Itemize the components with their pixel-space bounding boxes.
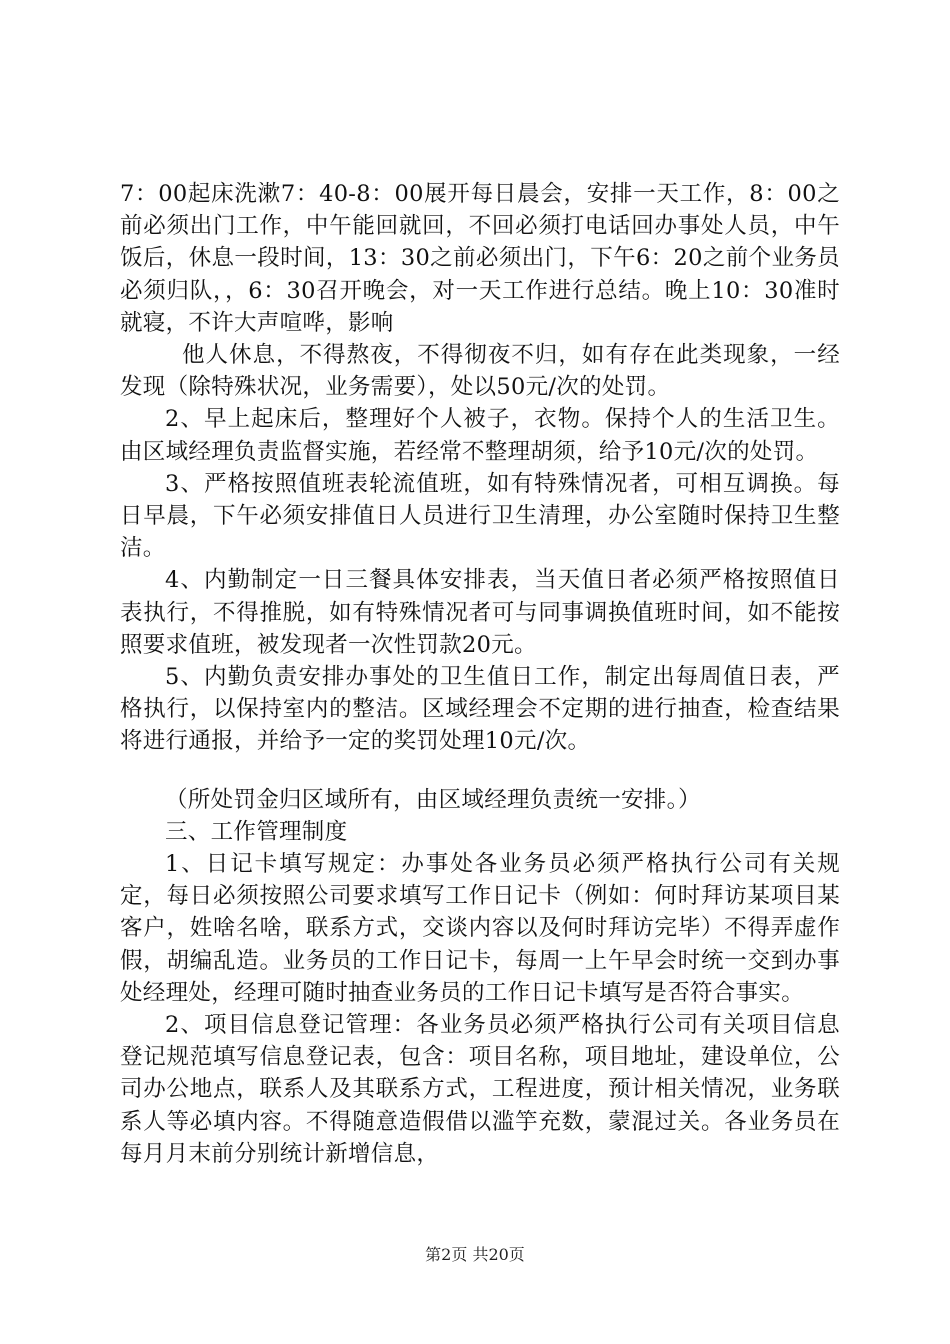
paragraph-diary-card-rule: 1、日记卡填写规定：办事处各业务员必须严格执行公司有关规定，每日必须按照公司要求填写工作日记卡（例如：何时拜访某项目某客户，姓啥名啥，联系方式，交谈内容以及何时拜访完毕）不得弄虚作假，胡编乱造。业务员的工作日记卡，每周一上午早会时统一交到办事处经理处，经理可随时抽查业务员的工作日记卡填写是否符合事实。 [120,851,840,1006]
paragraph-rule-4: 4、内勤制定一日三餐具体安排表，当天值日者必须严格按照值日表执行，不得推脱，如有特殊情况者可与同事调换值班时间，如不能按照要求值班，被发现者一次性罚款20元。 [120,567,840,658]
paragraph-rule-3: 3、严格按照值班表轮流值班，如有特殊情况者，可相互调换。每日早晨，下午必须安排值日人员进行卫生清理，办公室随时保持卫生整洁。 [120,470,840,562]
paragraph-daily-schedule: 7：00起床洗漱7：40-8：00展开每日晨会，安排一天工作，8：00之前必须出门工作，中午能回就回，不回必须打电话回办事处人员，中午饭后，休息一段时间，13：30之前必须出门，下午6：20之前个业务员必须归队，，6：30召开晚会，对一天工作进行总结。晚上10：30准时就寝，不许大声喧哗，影响 [120,181,840,336]
paragraph-spacer [120,758,840,784]
page-footer: 第2页 共20页 [425,1245,525,1264]
section-heading-work-management: 三、工作管理制度 [165,818,348,845]
paragraph-fine-note: （所处罚金归区域所有，由区域经理负责统一安排。） [165,786,701,813]
document-body [120,178,840,1170]
paragraph-rule-2: 2、早上起床后，整理好个人被子，衣物。保持个人的生活卫生。由区域经理负责监督实施，若经常不整理胡须，给予10元/次的处罚。 [120,406,840,465]
paragraph-rule-5: 5、内勤负责安排办事处的卫生值日工作，制定出每周值日表，严格执行，以保持室内的整洁。区域经理会不定期的进行抽查，检查结果将进行通报，并给予一定的奖罚处理10元/次。 [120,664,840,755]
paragraph-rest-rule: 他人休息，不得熬夜，不得彻夜不归，如有存在此类现象，一经发现（除特殊状况，业务需要），处以50元/次的处罚。 [120,342,840,401]
paragraph-project-info-rule: 2、项目信息登记管理：各业务员必须严格执行公司有关项目信息登记规范填写信息登记表，包含：项目名称，项目地址，建设单位，公司办公地点，联系人及其联系方式，工程进度，预计相关情况，业务联系人等必填内容。不得随意造假借以滥竽充数，蒙混过关。各业务员在每月月末前分别统计新增信息， [120,1012,840,1167]
